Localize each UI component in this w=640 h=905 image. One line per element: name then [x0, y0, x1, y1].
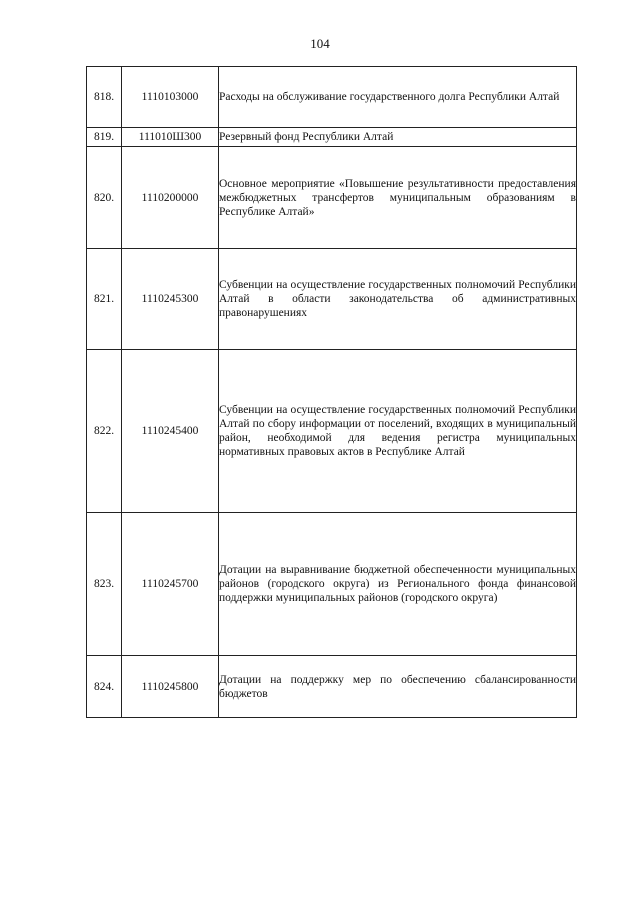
row-description: Дотации на поддержку мер по обеспечению сбалансированности бюджетов [219, 656, 577, 718]
row-description: Расходы на обслуживание государственного долга Республики Алтай [219, 67, 577, 128]
table-row [87, 513, 577, 656]
row-number: 819. [87, 128, 122, 147]
row-number: 818. [87, 67, 122, 128]
row-number: 824. [87, 656, 122, 718]
row-description: Дотации на выравнивание бюджетной обеспеченности муниципальных районов (городского округа) из Регионального фонда финансовой поддержки муниципальных районов (городского округа) [219, 513, 577, 656]
row-number: 822. [87, 350, 122, 513]
row-description: Основное мероприятие «Повышение результативности предоставления межбюджетных трансфертов муниципальным образованиям в Республике Алтай» [219, 147, 577, 249]
row-description: Субвенции на осуществление государственных полномочий Республики Алтай в области законодательства об административных правонарушениях [219, 249, 577, 350]
row-description: Субвенции на осуществление государственных полномочий Республики Алтай по сбору информации от поселений, входящих в муниципальный район, необходимой для ведения регистра муниципальных нормативных правовых актов в Республике Алтай [219, 350, 577, 513]
table-row [87, 67, 577, 128]
table-row [87, 350, 577, 513]
table-row [87, 147, 577, 249]
row-number: 820. [87, 147, 122, 249]
budget-code: 1110245400 [122, 350, 219, 513]
table-row [87, 249, 577, 350]
budget-codes-table [86, 66, 577, 718]
table-row [87, 656, 577, 718]
budget-code: 1110200000 [122, 147, 219, 249]
budget-code: 1110245300 [122, 249, 219, 350]
budget-code: 1110245700 [122, 513, 219, 656]
budget-code: 1110103000 [122, 67, 219, 128]
row-number: 823. [87, 513, 122, 656]
budget-code: 1110245800 [122, 656, 219, 718]
row-description: Резервный фонд Республики Алтай [219, 128, 577, 147]
page-number: 104 [310, 36, 330, 51]
row-number: 821. [87, 249, 122, 350]
table-row [87, 128, 577, 147]
budget-code: 111010Ш300 [122, 128, 219, 147]
